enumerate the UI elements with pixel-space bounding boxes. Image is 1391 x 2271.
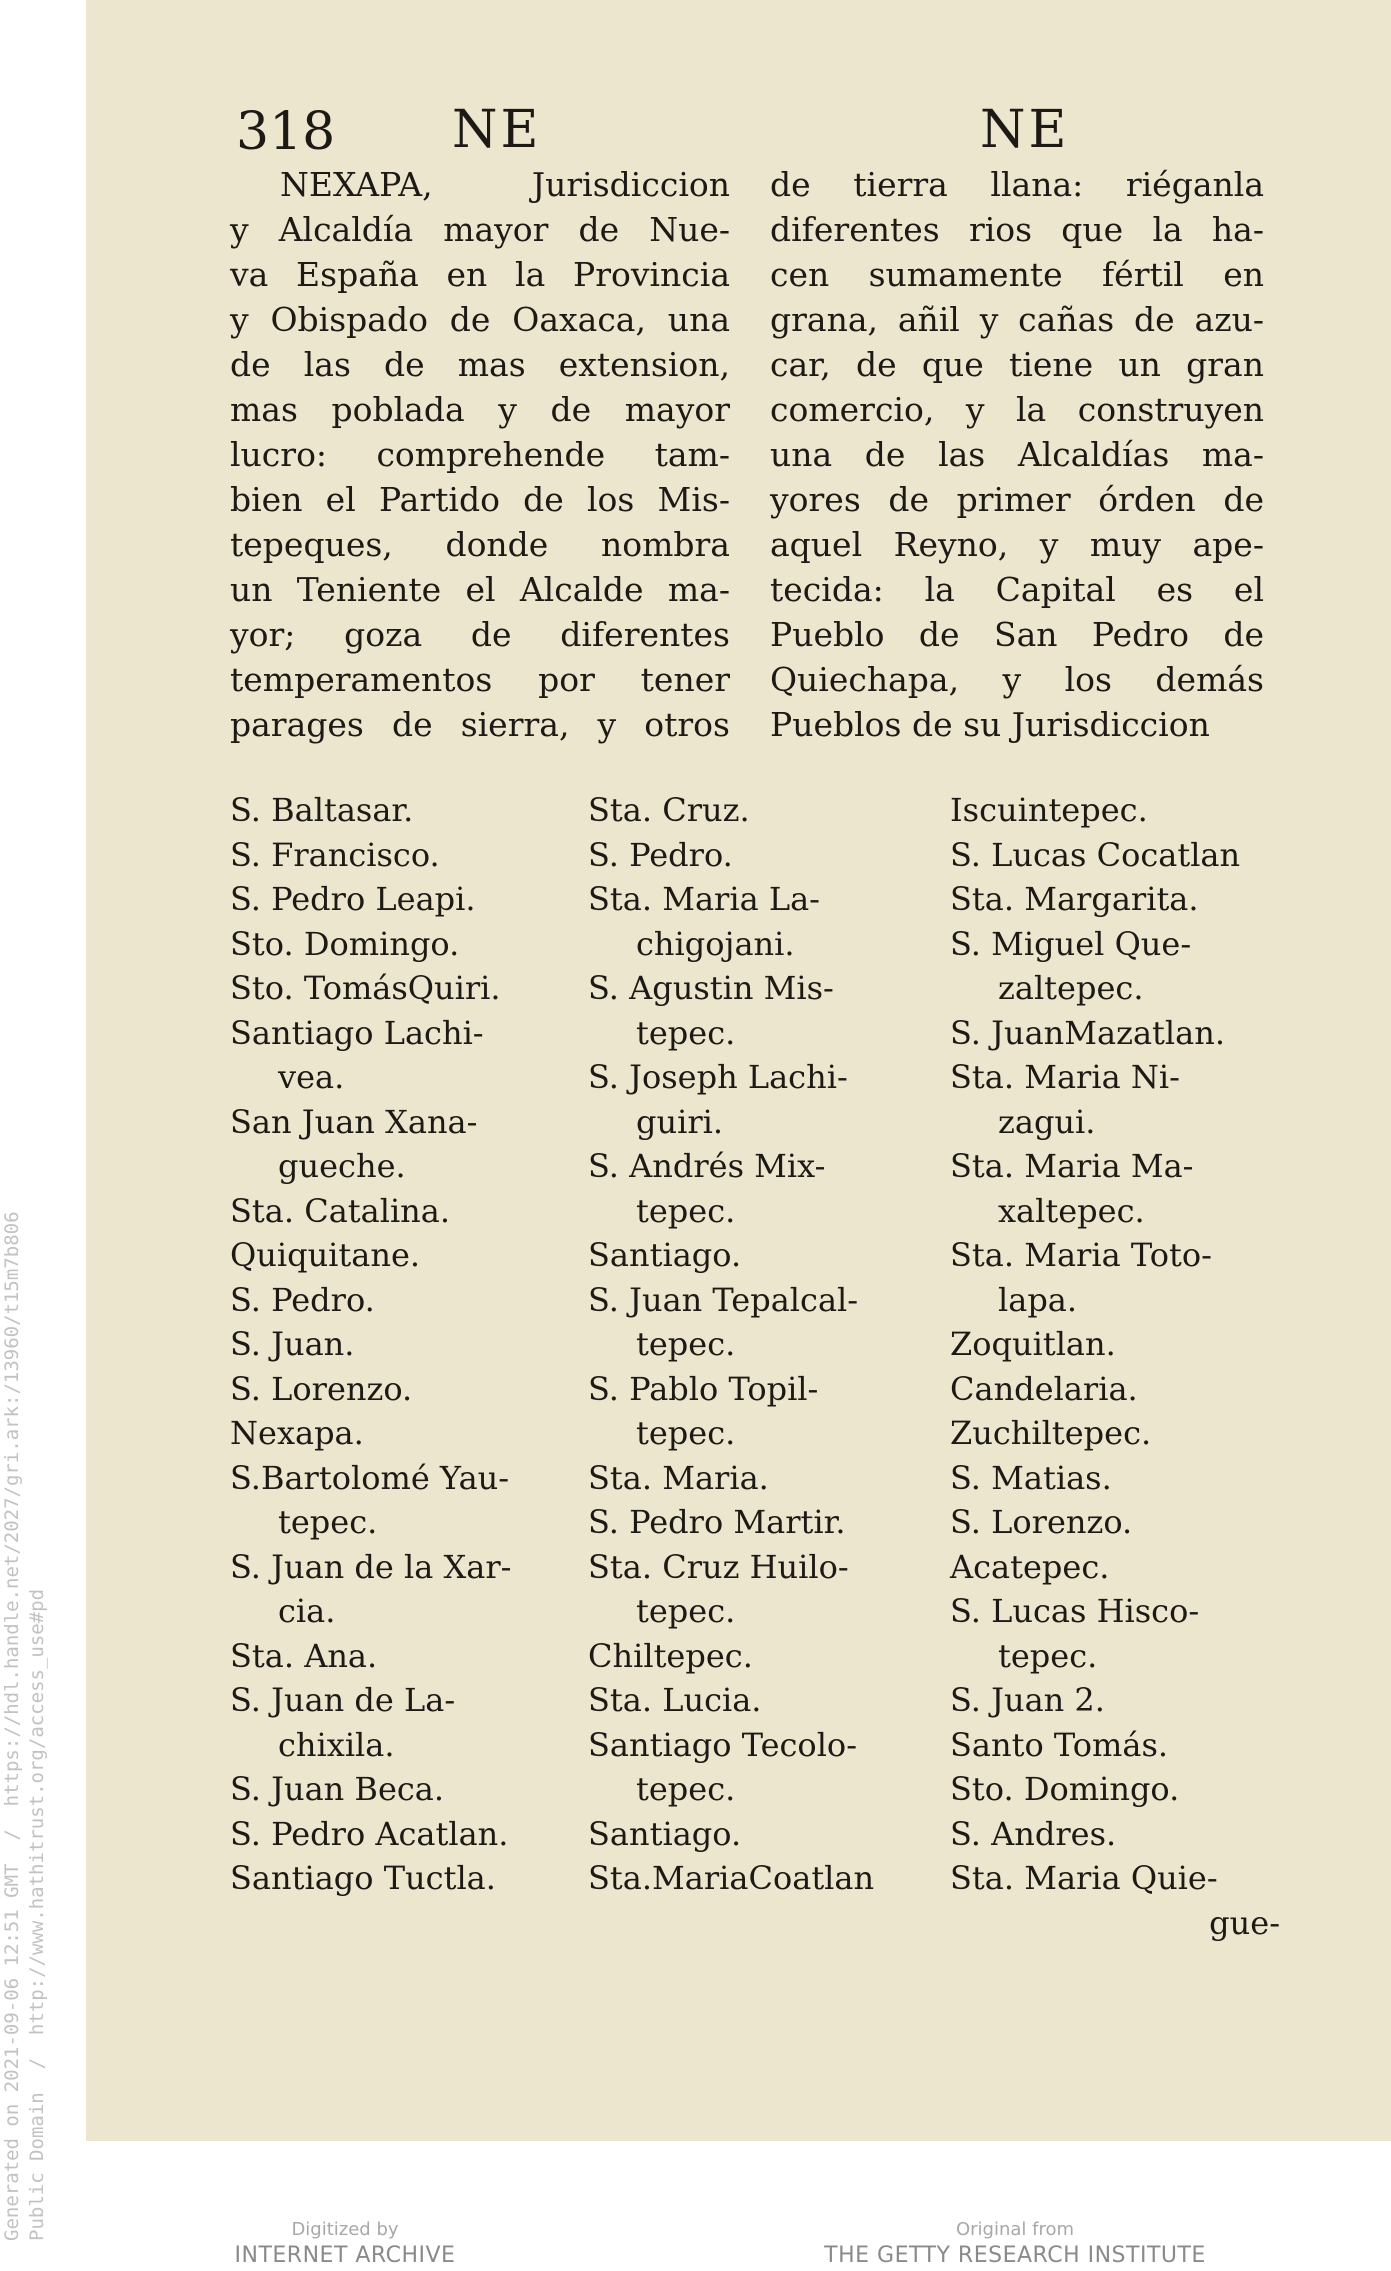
article-line: diferentes rios que la ha- [770,210,1264,249]
hathitrust-watermark [0,1211,50,2241]
article-line: Pueblo de San Pedro de [770,615,1264,654]
article-line: car, de que tiene un gran [770,345,1264,384]
digitized-by-credit [135,2218,555,2270]
article-line: comercio, y la construyen [770,390,1264,429]
article-line: cen sumamente fértil en [770,255,1264,294]
article-line: tecida: la Capital es el [770,570,1264,609]
article-line: de las de mas extension, [230,345,730,384]
town-entry: S.Bartolomé Yau- [230,1458,510,1497]
town-entry: S. Lucas Hisco- [950,1592,1200,1630]
town-entry: Zuchiltepec. [950,1414,1152,1452]
town-entry: Santiago. [588,1814,742,1853]
article-line: de tierra llana: riéganla [770,165,1264,204]
town-entry: xaltepec. [998,1191,1145,1230]
town-entry: Zoquitlan. [950,1325,1116,1363]
town-entry: tepec. [998,1636,1098,1675]
town-entry: Nexapa. [230,1414,364,1452]
town-list-column-3 [950,788,1280,1945]
town-entry: S. Andres. [950,1814,1117,1853]
article-line: NEXAPA, Jurisdiccion [280,165,730,204]
town-entry: S. Francisco. [230,835,440,874]
town-entry: Sta. Maria Toto- [950,1236,1212,1274]
town-entry: S. Pedro Leapi. [230,880,476,918]
article-line: yores de primer órden de [770,480,1264,519]
town-entry: Sta. Maria Ni- [950,1058,1180,1096]
watermark-generated-line: Generated on 2021-09-06 12:51 GMT / https://hdl.handle.net/2027/gri.ark:/13960/t15m7b806 [1,1211,23,2241]
town-entry: lapa. [998,1280,1078,1319]
town-entry: tepec. [636,1191,736,1230]
town-entry: S. Agustin Mis- [588,969,834,1007]
original-from-credit [800,2218,1230,2270]
running-header-right: NE [980,100,1070,160]
town-entry: Iscuintepec. [950,791,1148,829]
town-entry: chigojani. [636,924,795,963]
town-entry: S. JuanMazatlan. [950,1013,1225,1052]
town-entry: Acatepec. [950,1547,1110,1586]
article-line: lucro: comprehende tam- [230,435,730,474]
town-entry: Santiago. [588,1236,742,1274]
article-column-left [230,162,730,747]
town-entry: Sto. Domingo. [950,1770,1180,1808]
article-line: y Obispado de Oaxaca, una [230,300,730,339]
town-entry: Sta. Margarita. [950,880,1199,918]
town-entry: Sta. Maria Ma- [950,1147,1194,1185]
town-entry: tepec. [636,1325,736,1363]
town-entry: San Juan Xana- [230,1102,478,1141]
article-column-right [770,162,1264,747]
article-line: Pueblos de su Jurisdiccion [770,705,1210,744]
town-entry: S. Juan Beca. [230,1770,445,1808]
article-line: bien el Partido de los Mis- [230,480,730,519]
catchword: gue- [1209,1903,1280,1942]
town-entry: S. Juan de La- [230,1681,456,1719]
town-entry: zagui. [998,1102,1096,1141]
town-entry: Sta.MariaCoatlan [588,1859,875,1897]
town-entry: Sta. Catalina. [230,1191,451,1230]
town-entry: S. Juan 2. [950,1681,1105,1719]
town-entry: S. Pedro Acatlan. [230,1814,509,1853]
watermark-license-line: Public Domain / http://www.hathitrust.org/access_use#pd [26,1588,48,2241]
town-entry: Candelaria. [950,1369,1138,1408]
town-entry: tepec. [636,1414,736,1452]
article-line: parages de sierra, y otros [230,705,730,744]
town-entry: S. Juan de la Xar- [230,1547,512,1586]
article-line: Quiechapa, y los demás [770,660,1264,699]
town-entry: Sto. Domingo. [230,924,460,963]
town-entry: S. Pedro. [588,835,733,874]
town-entry: gueche. [278,1147,406,1185]
town-entry: S. Matias. [950,1458,1112,1497]
town-list-column-1 [230,788,570,1901]
town-entry: tepec. [636,1770,736,1808]
town-entry: S. Lorenzo. [230,1369,413,1408]
getty-institute-label: THE GETTY RESEARCH INSTITUTE [824,2243,1206,2268]
town-entry: tepec. [278,1503,378,1541]
original-from-label: Original from [955,2219,1075,2240]
town-entry: tepec. [636,1592,736,1630]
town-entry: Santiago Lachi- [230,1013,484,1052]
town-entry: S. Miguel Que- [950,924,1192,963]
article-line: tepeques, donde nombra [230,525,730,564]
town-entry: S. Pedro. [230,1280,375,1319]
article-line: y Alcaldía mayor de Nue- [230,210,730,249]
internet-archive-label: INTERNET ARCHIVE [234,2243,456,2268]
town-entry: S. Lucas Cocatlan [950,835,1241,874]
article-line: va España en la Provincia [230,255,730,294]
town-entry: Sta. Ana. [230,1636,378,1675]
town-entry: S. Joseph Lachi- [588,1058,848,1096]
article-line: yor; goza de diferentes [230,615,730,654]
article-line: mas poblada y de mayor [230,390,730,429]
town-entry: Sta. Maria Quie- [950,1859,1218,1897]
town-entry: Sto. TomásQuiri. [230,969,501,1007]
town-entry: Santo Tomás. [950,1725,1169,1764]
running-header-left: NE [452,100,542,160]
town-entry: S. Juan. [230,1325,355,1363]
town-entry: S. Baltasar. [230,791,414,829]
town-entry: Santiago Tecolo- [588,1725,857,1764]
town-entry: S. Andrés Mix- [588,1147,826,1185]
town-entry: S. Pedro Martir. [588,1503,846,1541]
town-entry: S. Pablo Topil- [588,1369,819,1408]
town-entry: Sta. Cruz. [588,791,750,829]
article-line: aquel Reyno, y muy ape- [770,525,1264,564]
article-line: un Teniente el Alcalde ma- [230,570,730,609]
town-entry: Sta. Lucia. [588,1681,762,1719]
digitized-by-label: Digitized by [291,2219,399,2240]
town-entry: guiri. [636,1102,724,1141]
article-line: temperamentos por tener [230,660,730,699]
town-entry: chixila. [278,1725,395,1764]
town-entry: Santiago Tuctla. [230,1859,496,1897]
page-number: 318 [236,102,336,162]
town-entry: Quiquitane. [230,1236,421,1274]
article-line: una de las Alcaldías ma- [770,435,1264,474]
town-entry: S. Lorenzo. [950,1503,1133,1541]
town-entry: vea. [278,1058,345,1096]
town-entry: Chiltepec. [588,1636,753,1675]
town-entry: Sta. Maria La- [588,880,820,918]
town-entry: zaltepec. [998,969,1144,1007]
town-entry: tepec. [636,1013,736,1052]
town-entry: Sta. Maria. [588,1458,769,1497]
town-list-column-2 [588,788,918,1901]
town-entry: Sta. Cruz Huilo- [588,1547,849,1586]
town-entry: cia. [278,1592,336,1630]
town-entry: S. Juan Tepalcal- [588,1280,859,1319]
article-line: grana, añil y cañas de azu- [770,300,1264,339]
